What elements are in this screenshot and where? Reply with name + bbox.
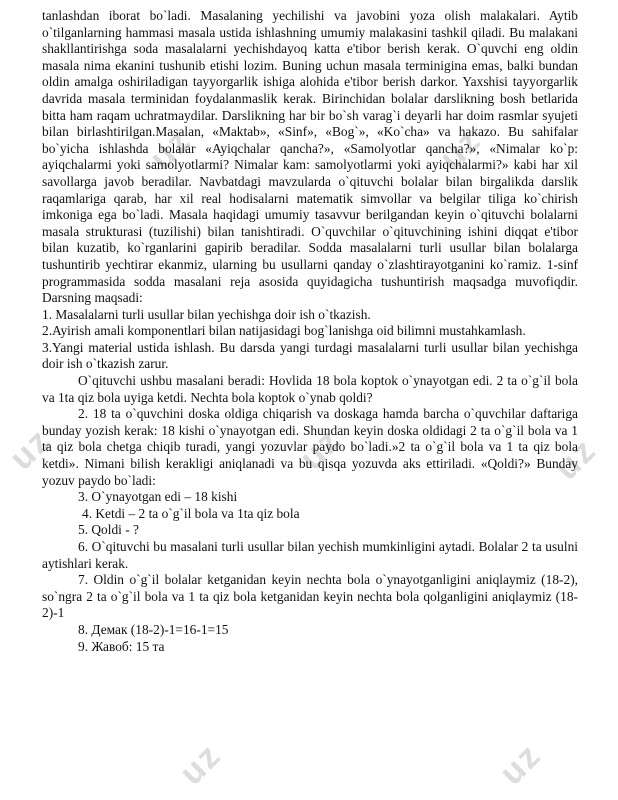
step-2: 2. 18 ta o`quvchini doska oldiga chiqarish va doskaga hamda barcha o`quvchilar daftariga bunday yozish kerak: 18 kishi o`ynayotgan edi. Shundan keyin doska oldidagi 2 ta o`g`il bola va 1 ta qiz bola chetga chiqib turadi, yangi yozuvlar paydo bo`ladi.»2 ta o`g`il bola va 1 ta qiz bola ketdi». Nimani bilish kerakligi aniqlanadi va bu qisqa yozuvda aks ettiriladi. «Qoldi?» Bunday yozuv paydo bo`ladi: — [42, 406, 578, 488]
goal-item-3: 3.Yangi material ustida ishlash. Bu darsda yangi turdagi masalalarni turli usullar bilan yechishga doir ish o`tkazish zarur. — [42, 339, 578, 372]
goal-item-1: 1. Masalalarni turli usullar bilan yechishga doir ish o`tkazish. — [42, 306, 371, 322]
watermark: uz — [492, 735, 549, 793]
watermark: uz — [172, 735, 229, 793]
step-4: 4. Ketdi – 2 ta o`g`il bola va 1ta qiz bola — [82, 505, 300, 521]
goal-item-2: 2.Ayirish amali komponentlari bilan natijasidagi bog`lanishga oid bilimni mustahkamlash. — [42, 323, 526, 339]
step-8: 8. Демак (18-2)-1=16-1=15 — [78, 621, 229, 637]
task-statement: O`qituvchi ushbu masalani beradi: Hovlida 18 bola koptok o`ynayotgan edi. 2 ta o`g`il bola va 1ta qiz bola uyiga ketdi. Nechta bola koptok o`ynab qoldi? — [42, 373, 578, 405]
watermark: uz — [432, 120, 489, 178]
step-9-answer: 9. Жавоб: 15 та — [78, 638, 165, 654]
step-5: 5. Qoldi - ? — [78, 522, 139, 538]
watermark: uz — [547, 430, 604, 488]
watermark: uz — [292, 420, 349, 478]
document-page — [42, 8, 578, 655]
watermark: uz — [142, 120, 199, 178]
step-3: 3. O`ynayotgan edi – 18 kishi — [78, 489, 238, 505]
intro-paragraph: tanlashdan iborat bo`ladi. Masalaning yechilishi va javobini yoza olish malakalari. Aytib o`tilganlarning hammasi masala ustida ishlashning umumiy malakasini tashkil qiladi. Bu malakani shakllantirishga soda masalalarni yechishdayoq katta e'tibor berish kerak. O`quvchi eng oldin masala nima ekanini tushunib etishi lozim. Buning uchun masala terminigina emas, balki bundan oldin amalga oshiriladigan tayyorgarlik ishiga alohida e'tibor berish darkor. Yaxshisi tayyorgarlik davrida masala terminidan foydalanmaslik kerak. Birinchidan bolalar darslikning bosh betlarida bitta ham raqam uchratmaydilar. Darslikning har bir bo`sh varag`i deyarli har doim rasmlar syujeti bilan birlashtirilgan.Masalan, «Maktab», «Sinf», «Bog`», «Ko`cha» va hakazo. Bu sahifalar bo`yicha ishlashda bolalar «Ayiqchalar qancha?», «Samolyotlar qancha?», «Nimalar ko`p: ayiqchalarmi yoki samolyotlarmi? Nimalar kam: samolyotlarmi yoki ayiqchalarmi?» kabi har xil savollarga javob beradilar. Navbatdagi mavzularda o`qituvchi bolalar bilan birgalikda darslik raqamlariga qarab, har xil real hodisalarni matematik simvollar va belgilar tiliga ko`chirish imkoniga ega bo`ladi. Masala haqidagi umumiy tasavvur berilgandan keyin o`qituvchi bolalarni masala strukturasi (tuzilishi) bilan tanishtiradi. O`quvchilar o`qituvchining ishini diqqat e'tibor bilan kuzatib, ko`rganlarini gapirib beradilar. Sodda masalalarni turli usullar bilan bolalarga tushuntirib yechtirar ekanmiz, ularning bu usullarni qanday o`zlashtirayotganini ko`ramiz. 1-sinf programmasida sodda masalani reja asosida quyidagicha tushuntirish maqsadga muvofiqdir. Darsning maqsadi: — [42, 8, 578, 306]
watermark: uz — [2, 420, 59, 478]
step-7: 7. Oldin o`g`il bolalar ketganidan keyin nechta bola o`ynayotganligini aniqlaymiz (18-2), so`ngra 2 ta o`g`il bola va 1 ta qiz bola ketganidan keyin nechta bola qolganligini aniqlaymiz (18-2)-1 — [42, 572, 578, 621]
step-6: 6. O`qituvchi bu masalani turli usullar bilan yechish mumkinligini aytadi. Bolalar 2 ta usulni aytishlari kerak. — [42, 539, 578, 571]
